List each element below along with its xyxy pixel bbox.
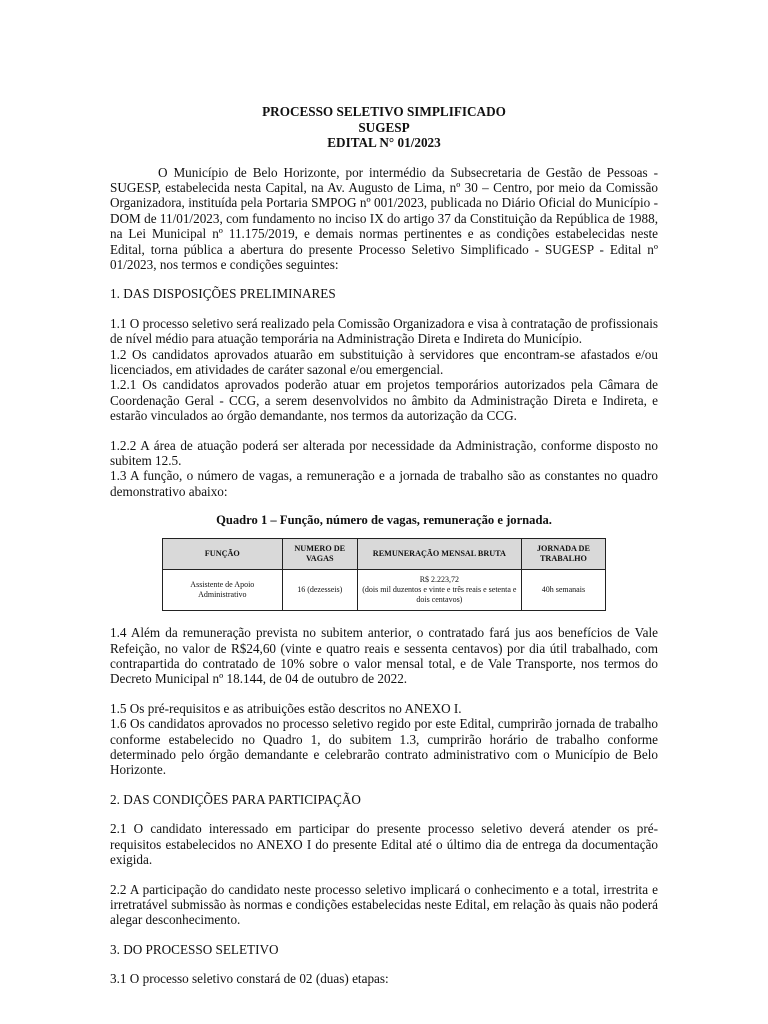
intro-paragraph: O Município de Belo Horizonte, por intermédio da Subsecretaria de Gestão de Pessoas - SUGESP, estabelecida nesta Capital, na Av. Augusto de Lima, nº 30 – Centro, por meio da Comissão Organizadora, instituída pela Portaria SMPOG nº 001/2023, publicada no Diário Oficial do Município - DOM de 11/01/2023, com fundamento no inciso IX do artigo 37 da Constituição da República de 1988, na Lei Municipal nº 11.175/2019, e demais normas pertinentes e as condições estabelecidas neste Edital, torna pública a abertura do presente Processo Seletivo Simplificado - SUGESP - Edital nº 01/2023, nos termos e condições seguintes: (110, 164, 658, 272)
paragraph-1-3: 1.3 A função, o número de vagas, a remuneração e a jornada de trabalho são as constantes no quadro demonstrativo abaixo: (110, 468, 658, 499)
vacancy-table (162, 538, 606, 611)
paragraph-1-2-2: 1.2.2 A área de atuação poderá ser alterada por necessidade da Administração, conforme disposto no subitem 12.5. (110, 437, 658, 468)
cell-remuneracao-valor: R$ 2.223,72 (419, 575, 460, 585)
header-remuneracao: REMUNERAÇÃO MENSAL BRUTA (357, 539, 521, 570)
section-2-heading: 2. DAS CONDIÇÕES PARA PARTICIPAÇÃO (110, 791, 361, 807)
paragraph-1-5: 1.5 Os pré-requisitos e as atribuições estão descritos no ANEXO I. (110, 700, 462, 716)
paragraph-2-2: 2.2 A participação do candidato neste processo seletivo implicará o conhecimento e a total, irrestrita e irretratável submissão às normas e condições estabelecidas neste Edital, em relação às quais não poderá alegar desconhecimento. (110, 881, 658, 928)
paragraph-1-2-1: 1.2.1 Os candidatos aprovados poderão atuar em projetos temporários autorizados pela Câmara de Coordenação Geral - CCG, a serem desenvolvidos no âmbito da Administração Direta e Indireta, e estarão vinculados ao órgão demandante, nos termos da autorização da CCG. (110, 377, 658, 424)
table-header-row (163, 539, 606, 570)
header-vagas: NUMERO DE VAGAS (282, 539, 357, 570)
title-line-1: PROCESSO SELETIVO SIMPLIFICADO (262, 104, 506, 119)
header-funcao: FUNÇÃO (163, 539, 283, 570)
section-1-heading: 1. DAS DISPOSIÇÕES PRELIMINARES (110, 286, 336, 302)
header-jornada: JORNADA DE TRABALHO (521, 539, 605, 570)
cell-funcao: Assistente de Apoio Administrativo (163, 570, 283, 611)
paragraph-1-1: 1.1 O processo seletivo será realizado pela Comissão Organizadora e visa à contratação de profissionais de nível médio para atuação temporária na Administração Direta e Indireta do Município. (110, 315, 658, 347)
cell-remuneracao (357, 570, 521, 611)
title-line-3: EDITAL N° 01/2023 (327, 135, 441, 150)
cell-remuneracao-extenso: (dois mil duzentos e vinte e três reais e setenta e dois centavos) (362, 585, 517, 605)
document-title-block (110, 104, 658, 151)
cell-jornada: 40h semanais (521, 570, 605, 611)
paragraph-1-4: 1.4 Além da remuneração prevista no subitem anterior, o contratado fará jus aos benefícios de Vale Refeição, no valor de R$24,60 (vinte e quatro reais e sessenta centavos) por dia útil trabalhado, com contrapartida do contratado de 10% sobre o valor mensal total, e de Vale Transporte, nos termos do Decreto Municipal nº 18.144, de 04 de outubro de 2022. (110, 625, 658, 687)
paragraph-2-1: 2.1 O candidato interessado em participar do presente processo seletivo deverá atender os pré-requisitos estabelecidos no ANEXO I do presente Edital até o último dia de entrega da documentação exigida. (110, 821, 658, 868)
document-page (110, 104, 658, 987)
table-row (163, 570, 606, 611)
cell-vagas: 16 (dezesseis) (282, 570, 357, 611)
paragraph-3-1: 3.1 O processo seletivo constará de 02 (duas) etapas: (110, 971, 389, 987)
table-caption: Quadro 1 – Função, número de vagas, remuneração e jornada. (216, 513, 552, 528)
section-3-heading: 3. DO PROCESSO SELETIVO (110, 941, 279, 957)
title-line-2: SUGESP (358, 119, 410, 135)
paragraph-1-2: 1.2 Os candidatos aprovados atuarão em substituição à servidores que encontram-se afastados e/ou licenciados, em atividades de caráter sazonal e/ou emergencial. (110, 346, 658, 377)
paragraph-1-6: 1.6 Os candidatos aprovados no processo seletivo regido por este Edital, cumprirão jornada de trabalho conforme estabelecido no Quadro 1, do subitem 1.3, cumprirão horário de trabalho conforme determinado pelo órgão demandante e celebrarão contrato administrativo com o Município de Belo Horizonte. (110, 716, 658, 778)
